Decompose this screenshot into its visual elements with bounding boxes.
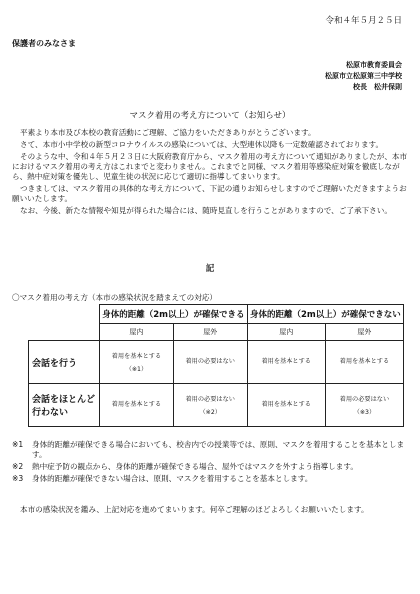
table-row xyxy=(29,341,404,384)
footnote-label: ※3 xyxy=(12,474,24,483)
body-paragraph: つきましては、マスク着用の具体的な考え方について、下記の通りお知らせしますのでご理解いただきますようお願いいたします。 xyxy=(12,184,407,203)
table-cell xyxy=(173,341,247,384)
sender-line: 校長 松井保則 xyxy=(353,83,402,91)
body-paragraph: そのような中、令和４年５月２３日に大阪府教育庁から、マスク着用の考え方について通知がありましたが、本市におけるマスク着用の考え方はこれまでと変わりません。これまでと同様、マスク着用等感染症対策を徹底しながら、熱中症対策を優先し、児童生徒の状況に応じて適切に指導してまいります。 xyxy=(12,152,408,181)
sub-col-header: 屋内 xyxy=(100,324,174,341)
body-paragraph: なお、今後、新たな情報や知見が得られた場合には、随時見直しを行うことがありますので、ご了承下さい。 xyxy=(20,206,392,215)
closing-text: 本市の感染状況を鑑み、上記対応を進めてまいります。何卒ご理解のほどよろしくお願いいたします。 xyxy=(20,505,369,514)
cell-note: （※2） xyxy=(199,409,221,416)
table-cell xyxy=(247,341,325,384)
sender-line: 松原市教育委員会 xyxy=(346,61,402,69)
row-header: 会話をほとんど行わない xyxy=(29,384,100,427)
footnotes xyxy=(12,440,408,486)
document-date: 令和４年５月２５日 xyxy=(325,16,402,26)
footnote-text: 身体的距離が確保できない場合は、原則、マスクを着用することを基本とします。 xyxy=(32,474,313,483)
cell-text: 着用の必要はない xyxy=(339,396,390,403)
table-cell xyxy=(100,384,174,427)
recipient: 保護者のみなさま xyxy=(12,39,76,48)
cell-text: 着用を基本とする xyxy=(111,353,162,360)
sub-col-header: 屋外 xyxy=(173,324,247,341)
table-cell xyxy=(100,341,174,384)
sub-col-header: 屋外 xyxy=(325,324,403,341)
sender-block xyxy=(270,60,402,93)
col-group-header: 身体的距離（2m以上）が確保できる xyxy=(100,305,248,324)
table-cell xyxy=(247,384,325,427)
table-corner xyxy=(29,305,100,341)
sub-col-header: 屋内 xyxy=(247,324,325,341)
footnote-label: ※2 xyxy=(12,462,24,471)
col-group-header: 身体的距離（2m以上）が確保できない xyxy=(247,305,403,324)
table-row xyxy=(29,384,404,427)
cell-text: 着用を基本とする xyxy=(261,400,311,408)
footnote xyxy=(12,474,408,484)
ki-heading: 記 xyxy=(205,264,215,274)
body-paragraph: さて、本市小中学校の新型コロナウイルスの感染については、大型連休以降も一定数確認されております。 xyxy=(20,140,384,149)
cell-text: 着用の必要はない xyxy=(185,357,235,365)
cell-text: 着用を基本とする xyxy=(111,400,162,408)
body-text xyxy=(12,128,408,218)
footnote-text: 熱中症予防の観点から、身体的距離が確保できる場合、屋外ではマスクを外すよう指導します。 xyxy=(32,462,358,471)
cell-text: 着用を基本とする xyxy=(339,357,390,365)
footnote xyxy=(12,462,408,472)
table-cell xyxy=(325,341,403,384)
sender-line: 松原市立松原第三中学校 xyxy=(325,72,402,80)
table-cell xyxy=(325,384,403,427)
cell-text: 着用の必要はない xyxy=(185,396,235,403)
table-title: 〇マスク着用の考え方（本市の感染状況を踏まえての対応） xyxy=(12,293,218,302)
row-header: 会話を行う xyxy=(29,341,100,384)
document-title: マスク着用の考え方について（お知らせ） xyxy=(129,111,291,121)
cell-note: （※1） xyxy=(125,366,148,373)
footnote-text: 身体的距離が確保できる場合においても、校舎内での授業等では、原則、マスクを着用することを基本とします。 xyxy=(32,440,405,459)
footnote xyxy=(12,440,408,460)
footnote-label: ※1 xyxy=(12,440,24,449)
cell-note: （※3） xyxy=(353,409,376,416)
cell-text: 着用を基本とする xyxy=(261,357,311,365)
table-cell xyxy=(173,384,247,427)
body-paragraph: 平素より本市及び本校の教育活動にご理解、ご協力をいただきありがとうございます。 xyxy=(20,128,316,137)
mask-rules-table xyxy=(28,304,404,427)
